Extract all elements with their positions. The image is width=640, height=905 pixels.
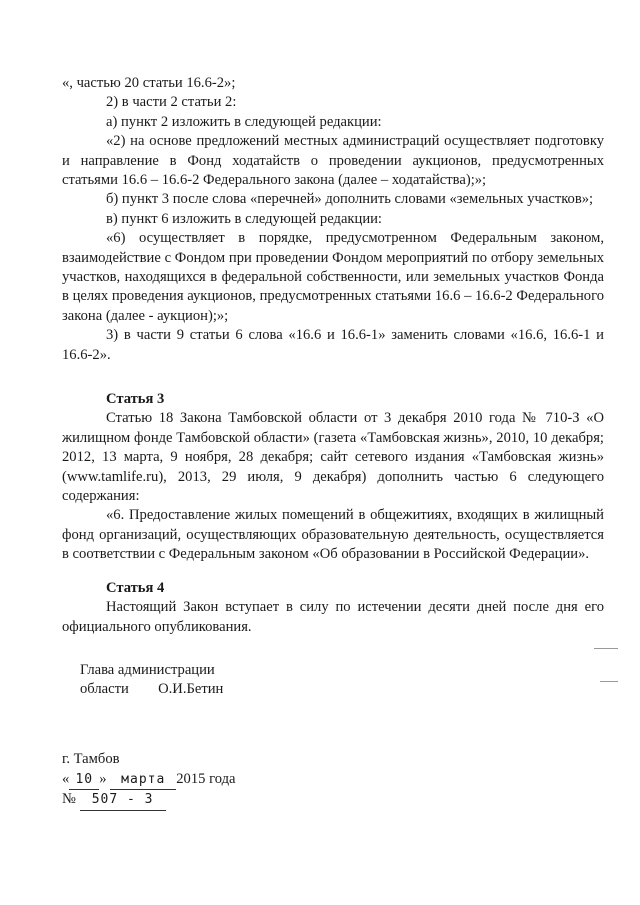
signatory-name: О.И.Бетин [158, 681, 224, 698]
article-heading: Статья 3 [106, 391, 165, 407]
paragraph: Настоящий Закон вступает в силу по истечении десяти дней после дня его официального опубликования. [62, 599, 604, 635]
paragraph: 2) в части 2 статьи 2: [106, 94, 237, 111]
date-month: марта [110, 770, 176, 791]
paragraph: «2) на основе предложений местных администраций осуществляет подготовку и направление в Фонд ходатайств о проведении аукционов, предусмотренных статьями 16.6 – 16.6-2 Федерального закона (далее – ходатайства);»; [62, 133, 604, 189]
document-footer [62, 750, 236, 811]
paragraph: 3) в части 9 статьи 6 слова «16.6 и 16.6-1» заменить словами «16.6, 16.6-1 и 16.6-2». [62, 327, 604, 363]
paragraph: в) пункт 6 изложить в следующей редакции: [106, 210, 382, 227]
signing-date: « 10 » марта 2015 года [62, 770, 236, 791]
article-3 [62, 390, 604, 565]
date-year: 2015 года [176, 770, 236, 787]
paragraph: «, частью 20 статьи 16.6-2»; [62, 75, 236, 91]
signatory-position: Глава администрации [80, 662, 215, 678]
scan-speck [600, 681, 618, 682]
paragraph: а) пункт 2 изложить в следующей редакции: [106, 113, 382, 130]
signatory-position-region: области [80, 681, 129, 698]
city: г. Тамбов [62, 751, 120, 767]
article-heading: Статья 4 [106, 580, 165, 596]
scan-speck [594, 648, 618, 649]
article-2-tail [62, 74, 604, 365]
signature-block [80, 661, 223, 700]
paragraph: б) пункт 3 после слова «перечней» дополнить словами «земельных участков»; [106, 191, 594, 208]
number-label: № [62, 791, 76, 808]
paragraph: «6) осуществляет в порядке, предусмотренном Федеральным законом, взаимодействие с Фондом при проведении Фондом мероприятий по отбору земельных участков, находящихся в федеральной собственности, или земельных участков Фонда в целях проведения аукционов, предусмотренных статьями 16.6 – 16.6-2 Федерального закона (далее - аукцион);»; [62, 230, 604, 324]
date-day: 10 [69, 770, 99, 791]
paragraph: Статью 18 Закона Тамбовской области от 3 декабря 2010 года № 710-З «О жилищном фонде Тамбовской области» (газета «Тамбовская жизнь», 2010, 10 декабря; 2012, 13 марта, 9 ноября, 28 декабря; сайт сетевого издания «Тамбовская жизнь» (www.tamlife.ru), 2013, 29 июля, 9 декабря) дополнить частью 6 следующего содержания: [62, 410, 604, 505]
paragraph: «6. Предоставление жилых помещений в общежитиях, входящих в жилищный фонд организаций, осуществляющих образовательную деятельность, осуществляется в соответствии с Федеральным законом «Об образовании в Российской Федерации». [62, 507, 604, 563]
article-4 [62, 579, 604, 637]
number-value: 507 - 3 [80, 790, 166, 811]
document-number [62, 790, 236, 811]
